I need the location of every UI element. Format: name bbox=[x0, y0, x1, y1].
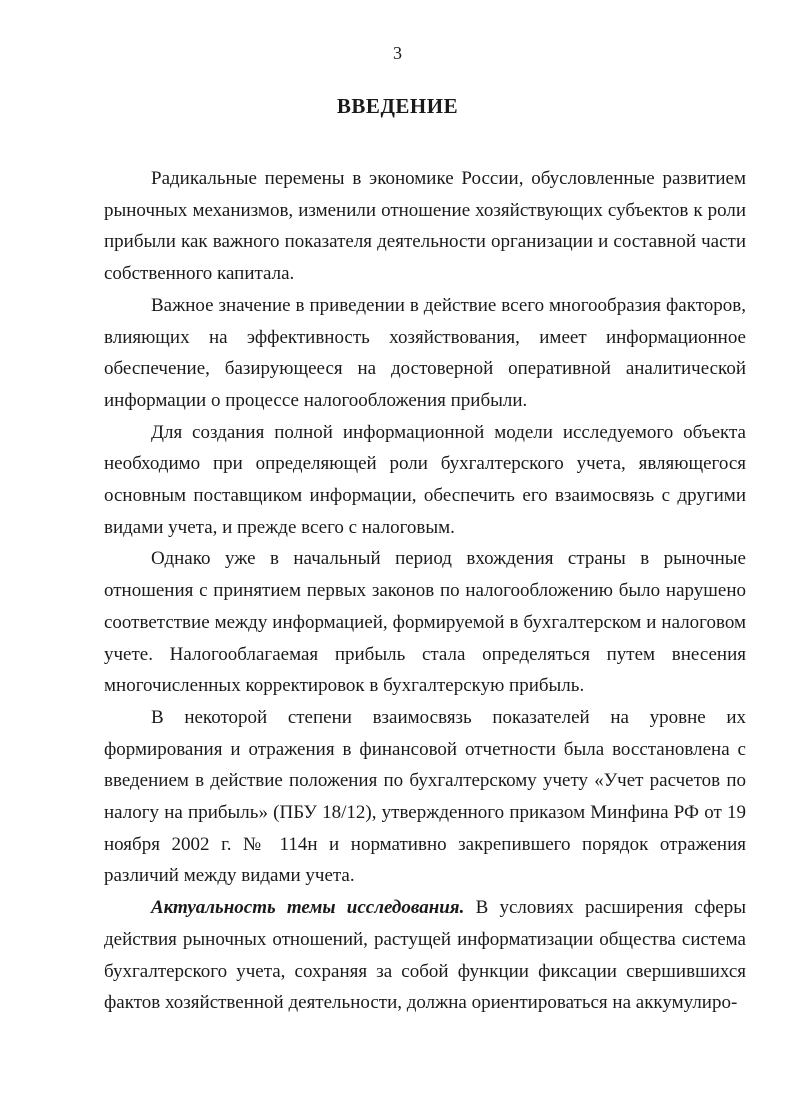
paragraph-1: Радикальные перемены в экономике России, обусловленные развитием рыночных механизмов, изменили отношение хозяйствующих субъектов к роли прибыли как важного показателя деятельности организации и составной части собственного капитала. bbox=[104, 168, 746, 285]
paragraph-2: Важное значение в приведении в действие всего многообразия факторов, влияющих на эффективность хозяйствования, имеет информационное обеспечение, базирующееся на достоверной оперативной аналитической информации о процессе налогообложения прибыли. bbox=[104, 294, 746, 411]
paragraph-6 bbox=[104, 892, 746, 1019]
page-number: 3 bbox=[393, 43, 402, 63]
paragraph-6-text: В условиях расширения сферы действия рыночных отношений, растущей информатизации общества система бухгалтерского учета, сохраняя за собой функции фиксации свершившихся фактов хозяйственной деятельности, должна ориентироваться на аккумулиро- bbox=[104, 897, 746, 1014]
paragraph-3: Для создания полной информационной модели исследуемого объекта необходимо при определяющей роли бухгалтерского учета, являющегося основным поставщиком информации, обеспечить его взаимосвязь с другими видами учета, и прежде всего с налоговым. bbox=[104, 421, 746, 538]
document-body bbox=[104, 163, 746, 1019]
paragraph-6-lead: Актуальность темы исследования. bbox=[151, 897, 465, 919]
paragraph-5: В некоторой степени взаимосвязь показателей на уровне их формирования и отражения в финансовой отчетности была восстановлена с введением в действие положения по бухгалтерскому учету «Учет расчетов по налогу на прибыль» (ПБУ 18/12), утвержденного приказом Минфина РФ от 19 ноября 2002 г. № 114н и нормативно закрепившего порядок отражения различий между видами учета. bbox=[104, 706, 746, 887]
paragraph-4: Однако уже в начальный период вхождения страны в рыночные отношения с принятием первых законов по налогообложению было нарушено соответствие между информацией, формируемой в бухгалтерском и налоговом учете. Налогооблагаемая прибыль стала определяться путем внесения многочисленных корректировок в бухгалтерскую прибыль. bbox=[104, 548, 746, 697]
page-heading: ВВЕДЕНИЕ bbox=[336, 94, 459, 118]
